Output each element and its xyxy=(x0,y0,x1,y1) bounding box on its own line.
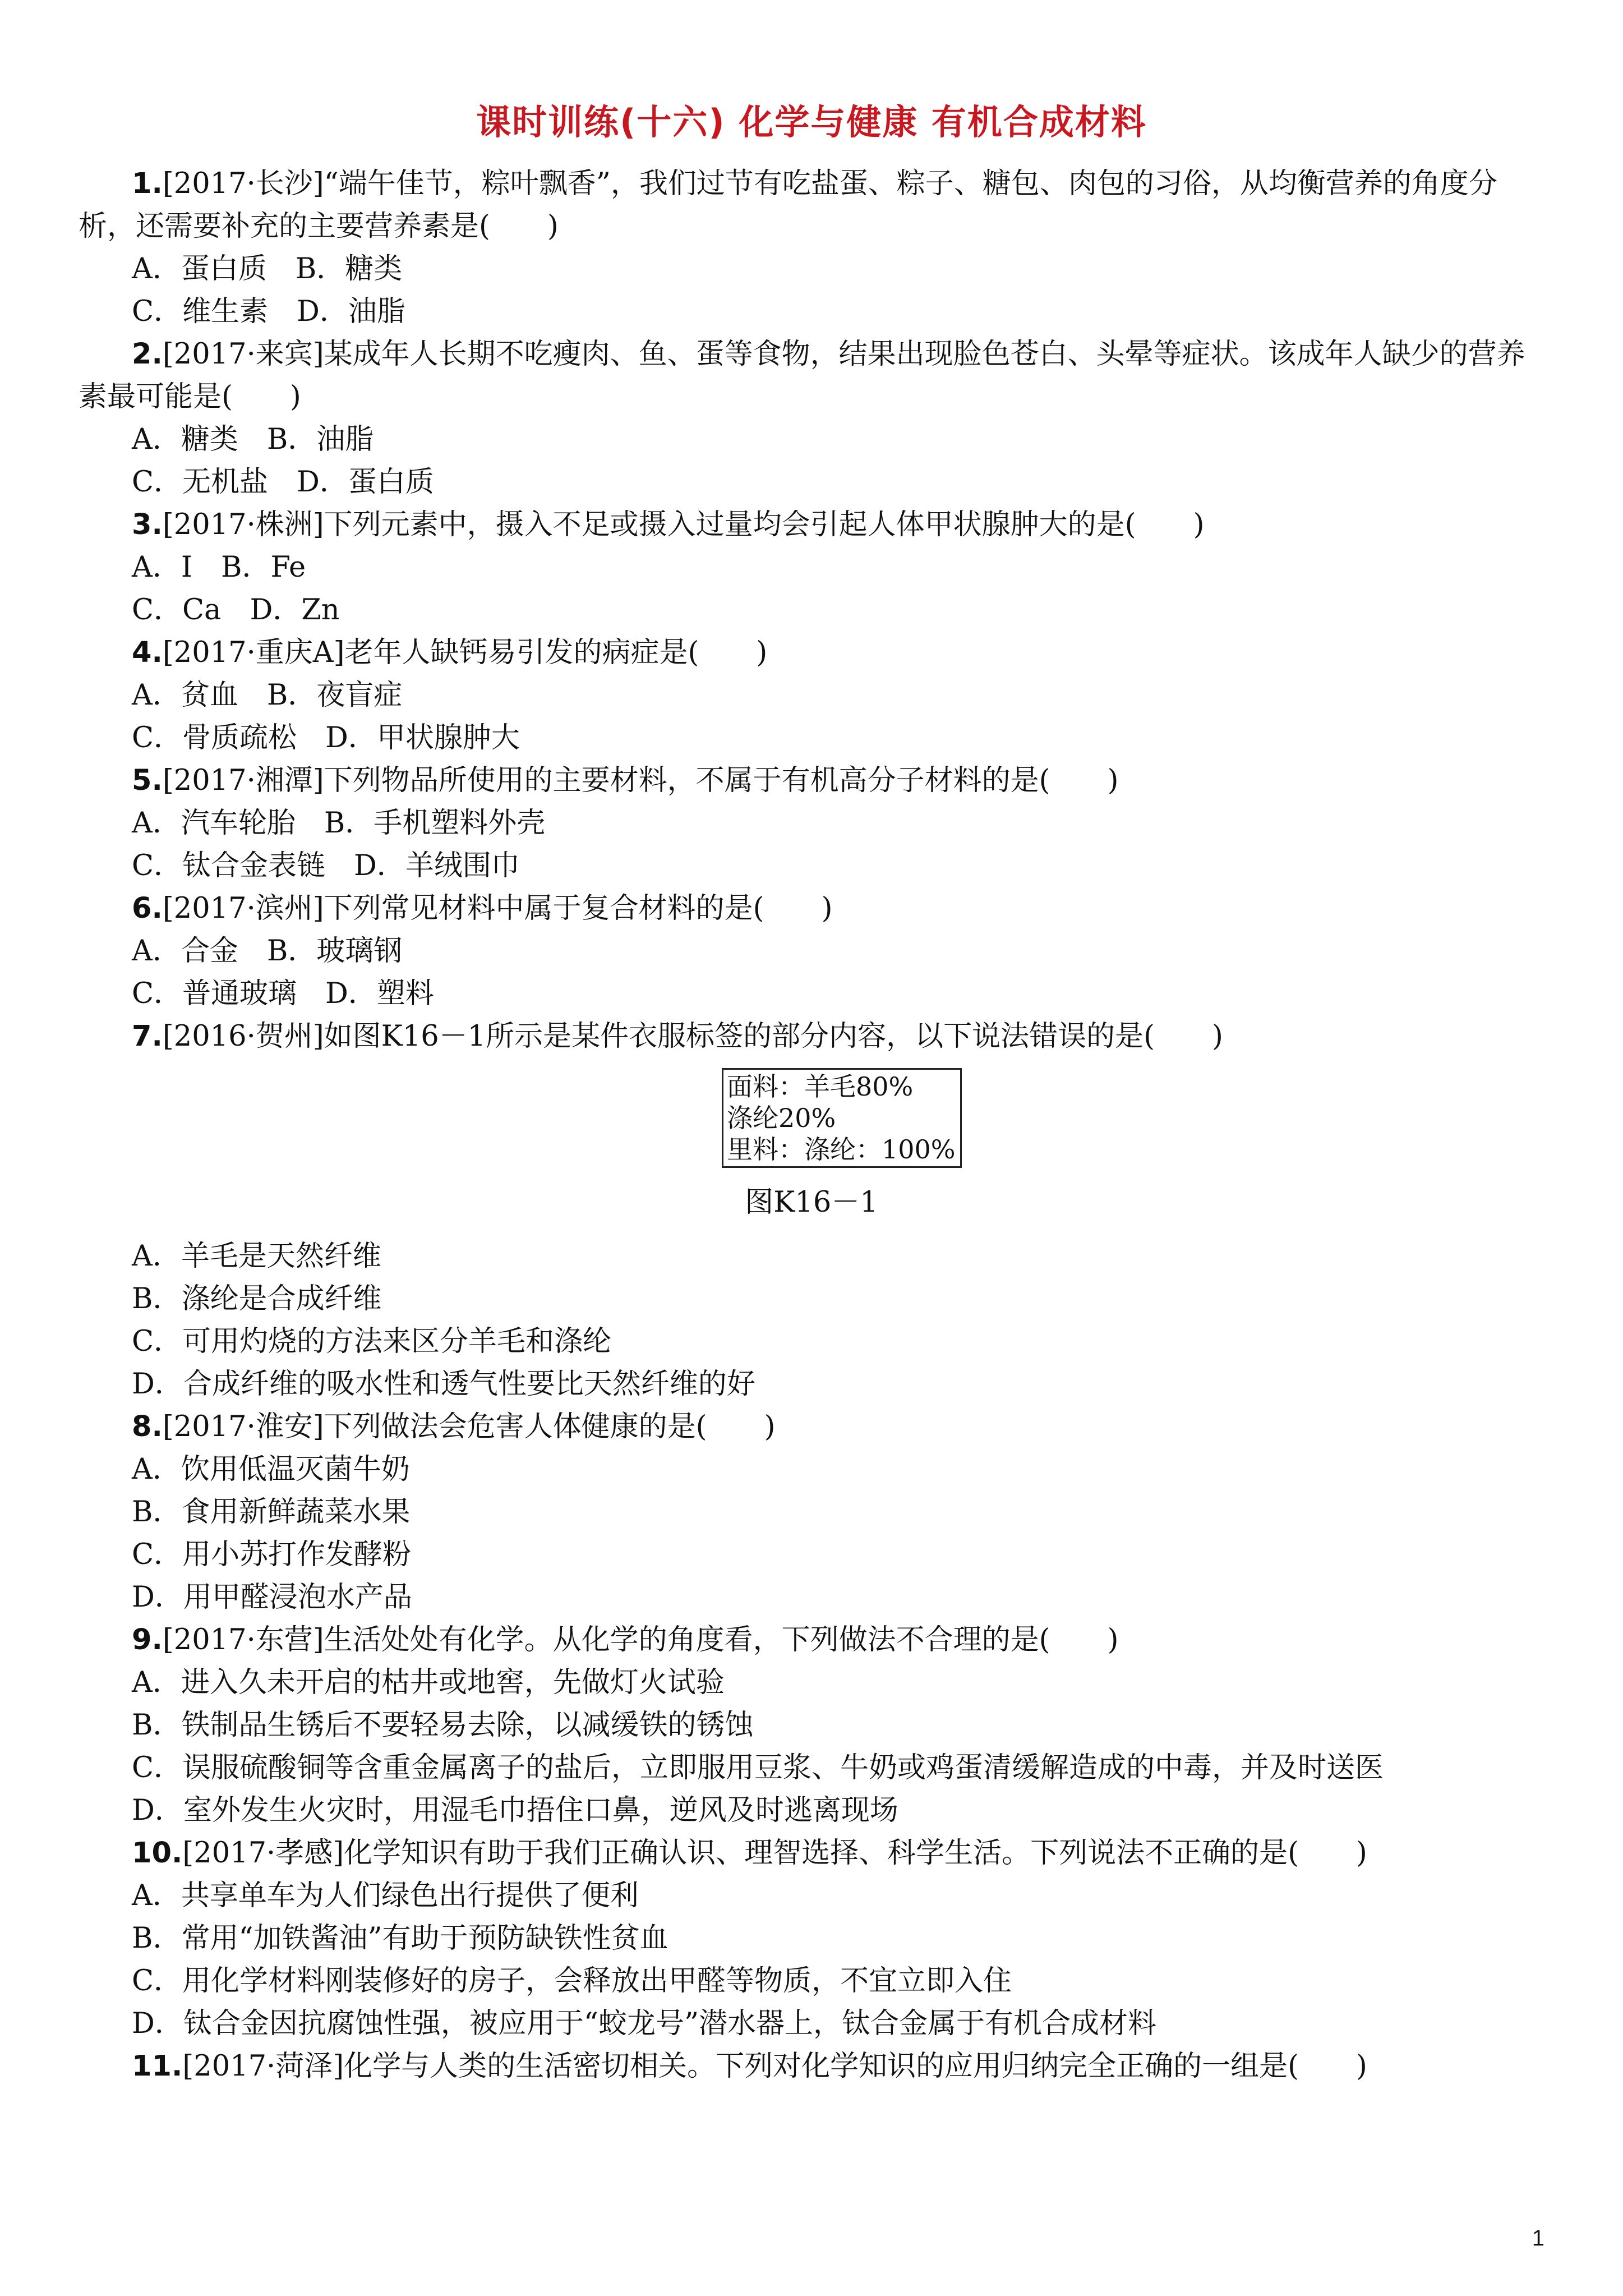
question-2-options-2: C．无机盐 D．蛋白质 xyxy=(132,466,434,499)
question-list xyxy=(79,163,1548,2088)
question-8-option-c: C．用小苏打作发酵粉 xyxy=(132,1538,412,1571)
question-10-option-c: C．用化学材料刚装修好的房子，会释放出甲醛等物质，不宜立即入住 xyxy=(132,1964,1012,1998)
question-number: 8. xyxy=(132,1410,163,1443)
question-6-options-1: A．合金 B．玻璃钢 xyxy=(132,935,403,968)
question-2-line-1 xyxy=(79,333,1548,376)
question-7-option-c: C．可用灼烧的方法来区分羊毛和涤纶 xyxy=(132,1325,612,1358)
question-1-options-2: C．维生素 D．油脂 xyxy=(132,295,405,328)
question-4-options-1: A．贫血 B．夜盲症 xyxy=(132,679,403,712)
label-line-1: 面料：羊毛80% xyxy=(727,1071,914,1102)
question-4-options-2: C．骨质疏松 D．甲状腺肿大 xyxy=(132,721,520,754)
question-7-option-b: B．涤纶是合成纤维 xyxy=(132,1282,382,1315)
figure-caption: 图K16－1 xyxy=(745,1186,878,1219)
page-title: 课时训练(十六) 化学与健康 有机合成材料 xyxy=(476,102,1147,142)
question-number: 1. xyxy=(132,167,163,200)
question-5-line-1 xyxy=(79,760,1548,802)
question-text: [2017·淮安]下列做法会危害人体健康的是( ) xyxy=(162,1410,776,1443)
question-number: 9. xyxy=(132,1623,163,1657)
question-5-options-2: C．钛合金表链 D．羊绒围巾 xyxy=(132,849,520,882)
question-8-line-1 xyxy=(79,1406,1548,1448)
question-9-option-c: C．误服硫酸铜等含重金属离子的盐后，立即服用豆浆、牛奶或鸡蛋清缓解造成的中毒，并及时送医 xyxy=(132,1751,1384,1784)
question-3-options-1: A．I B．Fe xyxy=(132,551,306,584)
question-6-options-2: C．普通玻璃 D．塑料 xyxy=(132,977,434,1010)
question-11-line-1 xyxy=(79,2045,1548,2088)
question-text: [2017·来宾]某成年人长期不吃瘦肉、鱼、蛋等食物，结果出现脸色苍白、头晕等症状。该成年人缺少的营养 xyxy=(162,338,1525,371)
question-2-options-1: A．糖类 B．油脂 xyxy=(132,423,374,456)
label-line-3: 里料：涤纶：100% xyxy=(727,1134,956,1165)
question-number: 10. xyxy=(132,1837,183,1870)
question-8-option-a: A．饮用低温灭菌牛奶 xyxy=(132,1453,410,1486)
question-5-options-1: A．汽车轮胎 B．手机塑料外壳 xyxy=(132,807,546,840)
question-10-option-a: A．共享单车为人们绿色出行提供了便利 xyxy=(132,1879,639,1912)
question-number: 11. xyxy=(132,2050,183,2083)
question-4-line-1 xyxy=(79,632,1548,674)
question-text: [2017·孝感]化学知识有助于我们正确认识、理智选择、科学生活。下列说法不正确的是( ) xyxy=(182,1837,1367,1870)
label-line-2: 涤纶20% xyxy=(727,1103,836,1133)
question-6-line-1 xyxy=(79,887,1548,930)
question-10-option-b: B．常用“加铁酱油”有助于预防缺铁性贫血 xyxy=(132,1922,668,1955)
question-7-option-d: D．合成纤维的吸水性和透气性要比天然纤维的好 xyxy=(132,1368,755,1401)
question-9-option-b: B．铁制品生锈后不要轻易去除，以减缓铁的锈蚀 xyxy=(132,1709,754,1742)
page-number: 1 xyxy=(1532,2226,1544,2251)
clothing-label-box xyxy=(722,1068,962,1168)
question-2-line-2: 素最可能是( ) xyxy=(79,380,301,413)
question-number: 7. xyxy=(132,1020,163,1053)
question-number: 5. xyxy=(132,764,163,797)
question-3-line-1 xyxy=(79,504,1548,546)
clothing-label-figure xyxy=(79,1058,1548,1176)
question-text: [2017·东营]生活处处有化学。从化学的角度看，下列做法不合理的是( ) xyxy=(162,1623,1119,1657)
question-number: 4. xyxy=(132,636,163,669)
question-10-option-d: D．钛合金因抗腐蚀性强，被应用于“蛟龙号”潜水器上，钛合金属于有机合成材料 xyxy=(132,2007,1157,2040)
question-number: 3. xyxy=(132,508,163,541)
question-text: [2017·株洲]下列元素中，摄入不足或摄入过量均会引起人体甲状腺肿大的是( ) xyxy=(162,508,1205,541)
question-9-option-a: A．进入久未开启的枯井或地窖，先做灯火试验 xyxy=(132,1666,725,1699)
question-9-line-1 xyxy=(79,1619,1548,1662)
question-text: [2016·贺州]如图K16－1所示是某件衣服标签的部分内容，以下说法错误的是( ) xyxy=(162,1020,1223,1053)
question-7-line-1 xyxy=(79,1015,1548,1058)
question-8-option-d: D．用甲醛浸泡水产品 xyxy=(132,1581,412,1614)
question-text: [2017·重庆A]老年人缺钙易引发的病症是( ) xyxy=(162,636,768,669)
question-9-option-d: D．室外发生火灾时，用湿毛巾捂住口鼻，逆风及时逃离现场 xyxy=(132,1794,898,1827)
question-text: [2017·长沙]“端午佳节，粽叶飘香”，我们过节有吃盐蛋、粽子、糖包、肉包的习俗，从均衡营养的角度分 xyxy=(162,167,1497,200)
question-text: [2017·滨州]下列常见材料中属于复合材料的是( ) xyxy=(162,892,833,925)
question-3-options-2: C．Ca D．Zn xyxy=(132,593,340,627)
question-text: [2017·菏泽]化学与人类的生活密切相关。下列对化学知识的应用归纳完全正确的一组是( ) xyxy=(182,2050,1367,2083)
question-1-line-1 xyxy=(79,163,1548,205)
question-number: 2. xyxy=(132,338,163,371)
question-1-line-2: 析，还需要补充的主要营养素是( ) xyxy=(79,210,559,243)
question-7-option-a: A．羊毛是天然纤维 xyxy=(132,1240,381,1273)
question-text: [2017·湘潭]下列物品所使用的主要材料，不属于有机高分子材料的是( ) xyxy=(162,764,1119,797)
question-8-option-b: B．食用新鲜蔬菜水果 xyxy=(132,1496,411,1529)
question-1-options-1: A．蛋白质 B．糖类 xyxy=(132,252,403,286)
question-10-line-1 xyxy=(79,1832,1548,1875)
question-number: 6. xyxy=(132,892,163,925)
